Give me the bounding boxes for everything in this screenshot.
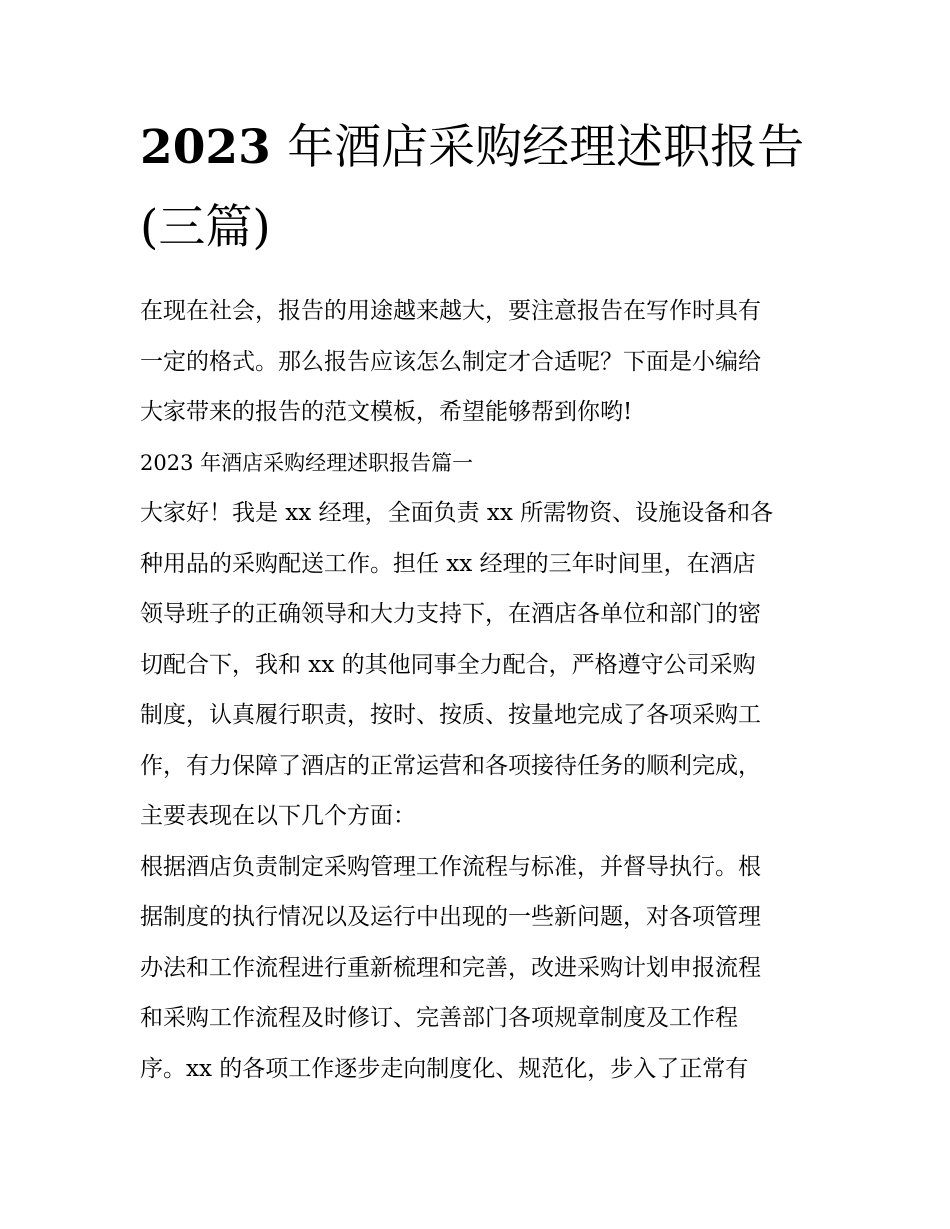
paragraph-line: 领导班子的正确领导和大力支持下，在酒店各单位和部门的密 bbox=[140, 601, 761, 627]
intro-line: 大家带来的报告的范文模板，希望能够帮到你哟! bbox=[140, 399, 633, 425]
title-year: 2023 bbox=[140, 120, 271, 175]
paragraph-line: 制度，认真履行职责，按时、按质、按量地完成了各项采购工 bbox=[140, 702, 761, 728]
title-main: 年酒店采购经理述职报告 bbox=[287, 120, 805, 175]
paragraph-line: 办法和工作流程进行重新梳理和完善，改进采购计划申报流程 bbox=[140, 954, 761, 981]
paragraph-line: 主要表现在以下几个方面： bbox=[140, 803, 416, 829]
paragraph-line: 作，有力保障了酒店的正常运营和各项接待任务的顺利完成， bbox=[140, 752, 761, 779]
paragraph-line: 序。xx 的各项工作逐步走向制度化、规范化，步入了正常有 bbox=[140, 1055, 749, 1082]
paragraph-line: 切配合下，我和 xx 的其他同事全力配合，严格遵守公司采购 bbox=[140, 651, 756, 678]
paragraph-line: 据制度的执行情况以及运行中出现的一些新问题，对各项管理 bbox=[140, 904, 761, 930]
paragraph-line: 种用品的采购配送工作。担任 xx 经理的三年时间里，在酒店 bbox=[140, 550, 756, 577]
intro-paragraph bbox=[140, 286, 812, 438]
paragraph-line: 根据酒店负责制定采购管理工作流程与标准，并督导执行。根 bbox=[140, 853, 761, 880]
paragraph-line: 和采购工作流程及时修订、完善部门各项规章制度及工作程 bbox=[140, 1005, 738, 1031]
intro-line: 一定的格式。那么报告应该怎么制定才合适呢？下面是小编给 bbox=[140, 348, 761, 375]
paragraph-2 bbox=[140, 842, 812, 1095]
paragraph-line: 大家好！我是 xx 经理，全面负责 xx 所需物资、设施设备和各 bbox=[140, 500, 774, 526]
paragraph-1 bbox=[140, 488, 812, 842]
section-heading: 2023 年酒店采购经理述职报告篇一 bbox=[140, 450, 474, 475]
title-line-1 bbox=[140, 120, 804, 175]
title-line-2: (三篇) bbox=[140, 200, 271, 255]
document-page bbox=[140, 108, 812, 1094]
document-title bbox=[140, 108, 812, 268]
intro-line: 在现在社会，报告的用途越来越大，要注意报告在写作时具有 bbox=[140, 298, 761, 324]
document-body bbox=[140, 286, 812, 1094]
